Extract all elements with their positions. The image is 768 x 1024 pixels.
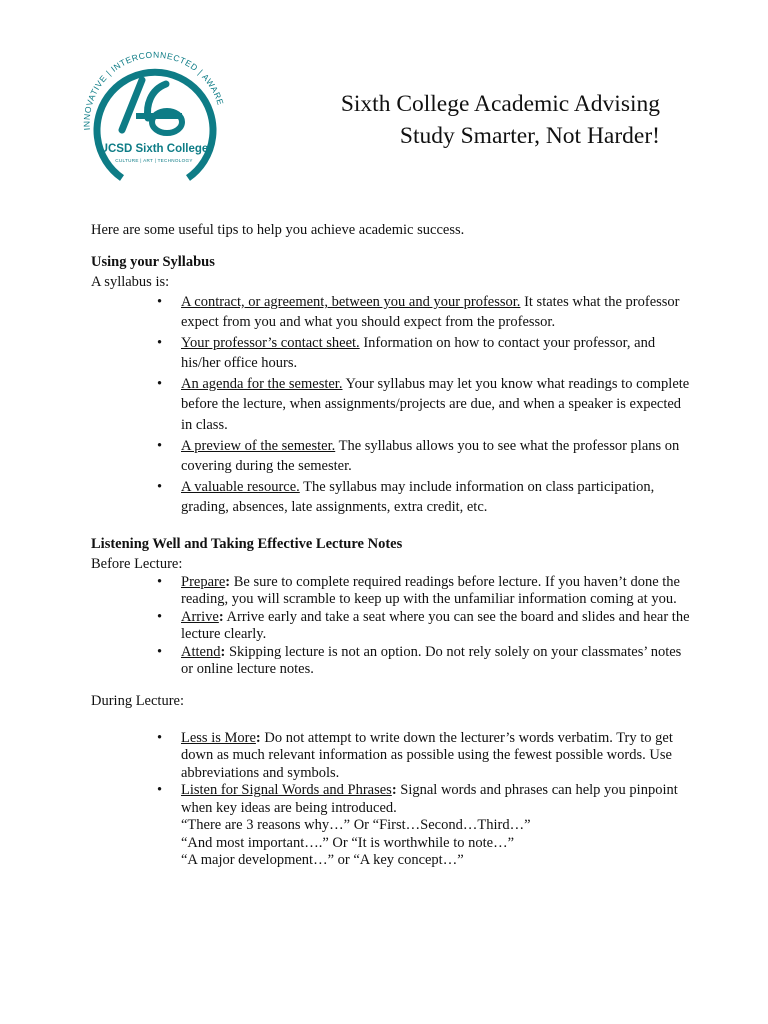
list-item-text: It states what the professor expect from you and what you should expect from the professor. <box>181 294 680 331</box>
list-item-term: A contract, or agreement, between you and your professor. <box>181 294 521 310</box>
list-item-term: A valuable resource. <box>181 478 300 495</box>
syllabus-list <box>91 292 691 517</box>
signal-example: “A major development…” or “A key concept…” <box>181 852 464 869</box>
list-item-term: Attend <box>181 643 221 660</box>
list-item-text: Your syllabus may let you know what readings to complete before the lecture, when assignments/projects are due, and when a speaker is expected in class. <box>181 376 690 433</box>
svg-text:INNOVATIVE | INTERCONNECTED |: INNOVATIVE | INTERCONNECTED | AWARE <box>81 49 226 131</box>
list-item-term: Prepare <box>181 573 226 590</box>
list-item-term: Your professor’s contact sheet. <box>181 335 360 352</box>
svg-text:CULTURE | ART | TECHNOLOGY: CULTURE | ART | TECHNOLOGY <box>115 158 193 163</box>
section-heading-lecture: Listening Well and Taking Effective Lecture Notes <box>91 535 403 552</box>
during-lecture-list <box>91 730 691 870</box>
list-item-term: An agenda for the semester. <box>181 376 343 393</box>
list-item <box>91 477 691 518</box>
list-item-text: Arrive early and take a seat where you can see the board and slides and hear the lecture clearly. <box>181 608 690 643</box>
list-item-term: A preview of the semester. <box>181 437 336 454</box>
document-body <box>91 220 691 870</box>
list-item-text: Skipping lecture is not an option. Do not rely solely on your classmates’ notes or online lecture notes. <box>181 643 682 678</box>
list-item-text: The syllabus may include information on class participation, grading, absences, late assignments, extra credit, etc. <box>181 478 655 515</box>
before-lecture-list <box>91 574 691 679</box>
list-item: • Prepare: Be sure to complete required readings before lecture. If you haven’t done the reading, you will scramble to keep up with the unfamiliar information coming at you. <box>91 574 691 609</box>
list-item-term: Arrive <box>181 608 219 625</box>
ucsd-sixth-college-logo <box>70 38 238 186</box>
signal-example: “And most important….” Or “It is worthwhile to note…” <box>181 834 515 851</box>
section-heading-syllabus: Using your Syllabus <box>91 254 215 270</box>
list-item-term: Listen for Signal Words and Phrases <box>181 782 392 799</box>
list-item: • Arrive: Arrive early and take a seat where you can see the board and slides and hear the lecture clearly. <box>91 609 691 644</box>
list-item <box>91 333 691 374</box>
list-item-text: Be sure to complete required readings before lecture. If you haven’t done the reading, you will scramble to keep up with the unfamiliar information coming at you. <box>181 573 680 608</box>
during-lecture-label: During Lecture: <box>91 692 185 709</box>
title-line-2: Study Smarter, Not Harder! <box>399 123 660 149</box>
signal-example: “There are 3 reasons why…” Or “First…Second…Third…” <box>181 817 531 834</box>
document-title <box>341 88 660 152</box>
list-item <box>91 436 691 477</box>
svg-text:UCSD Sixth College: UCSD Sixth College <box>99 143 209 155</box>
list-item-text: Information on how to contact your professor, and his/her office hours. <box>181 335 656 372</box>
list-item-text: Signal words and phrases can help you pinpoint when key ideas are being introduced. <box>181 782 678 816</box>
list-item <box>91 292 691 333</box>
intro-text: Here are some useful tips to help you achieve academic success. <box>91 222 465 238</box>
syllabus-lead: A syllabus is: <box>91 274 170 290</box>
list-item <box>91 374 691 435</box>
list-item-text: Do not attempt to write down the lecturer’s words verbatim. Try to get down as much relevant information as possible using the fewest possible words. Use abbreviations and symbols. <box>181 729 673 781</box>
list-item: • Listen for Signal Words and Phrases: Signal words and phrases can help you pinpoint when key ideas are being introduced. “There are 3 reasons why…” Or “First…Second…Third…” “And most important….” Or “It is worthwhile to note…” “A major development…” or “A key concept…” <box>91 782 691 870</box>
before-lecture-label: Before Lecture: <box>91 555 183 572</box>
title-line-1: Sixth College Academic Advising <box>340 91 660 117</box>
list-item: • Less is More: Do not attempt to write down the lecturer’s words verbatim. Try to get down as much relevant information as possible using the fewest possible words. Use abbreviations and symbols. <box>91 730 691 783</box>
list-item-term: Less is More <box>181 729 256 746</box>
list-item-text: The syllabus allows you to see what the professor plans on covering during the semester. <box>181 437 680 474</box>
list-item: • Attend: Skipping lecture is not an option. Do not rely solely on your classmates’ notes or online lecture notes. <box>91 644 691 679</box>
